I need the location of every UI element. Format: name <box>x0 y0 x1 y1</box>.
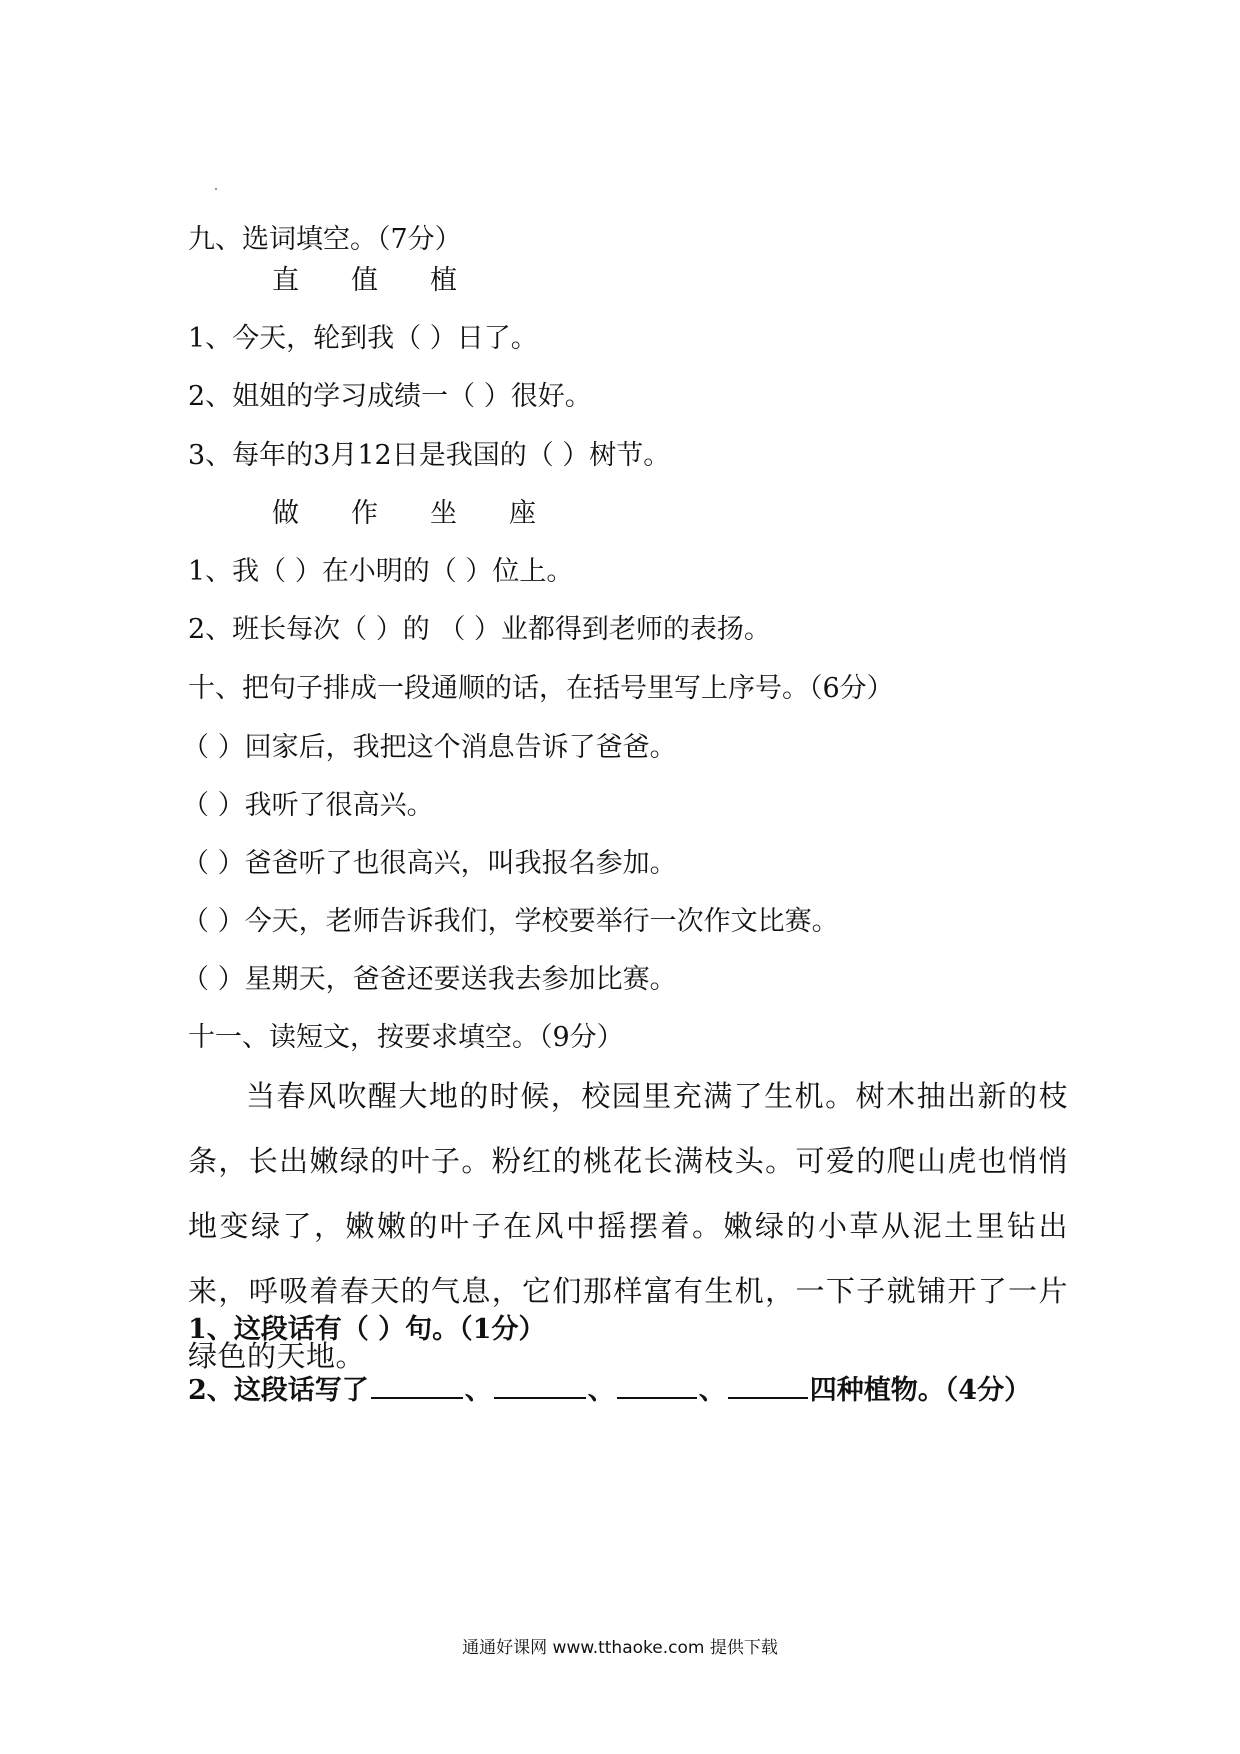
question-9-2-1: 1、我（ ）在小明的（ ）位上。 <box>188 556 574 587</box>
order-item-4: （ ）今天，老师告诉我们，学校要举行一次作文比赛。 <box>182 906 839 937</box>
word-bank-2-item: 做 <box>272 498 299 529</box>
answer-blank[interactable] <box>617 1369 697 1399</box>
footer-watermark: 通通好课网 www.tthaoke.com 提供下载 <box>462 1638 778 1658</box>
section-10-title: 十、把句子排成一段通顺的话，在括号里写上序号。（6分） <box>188 673 894 704</box>
answer-blank[interactable] <box>728 1369 808 1399</box>
word-bank-2-item: 作 <box>351 498 378 529</box>
question-9-2-2: 2、班长每次（ ）的 （ ）业都得到老师的表扬。 <box>188 614 771 645</box>
question-9-1-1: 1、今天，轮到我（ ）日了。 <box>188 323 538 354</box>
question-9-1-2: 2、姐姐的学习成绩一（ ）很好。 <box>188 381 592 412</box>
separator: 、 <box>464 1375 492 1406</box>
word-bank-1-item: 植 <box>430 265 457 296</box>
answer-blank[interactable] <box>494 1369 586 1399</box>
word-bank-2-item: 座 <box>509 498 536 529</box>
reading-passage: 当春风吹醒大地的时候，校园里充满了生机。树木抽出新的枝条，长出嫩绿的叶子。粉红的桃花长满枝头。可爱的爬山虎也悄悄地变绿了，嫩嫩的叶子在风中摇摆着。嫩绿的小草从泥土里钻出来，呼吸着春天的气息，它们那样富有生机，一下子就铺开了一片绿色的天地。 <box>188 1079 1068 1373</box>
question-9-1-3: 3、每年的3月12日是我国的（ ）树节。 <box>188 440 671 471</box>
question-2-suffix: 四种植物。（4分） <box>809 1375 1032 1406</box>
answer-blank[interactable] <box>371 1369 463 1399</box>
separator: 、 <box>698 1375 726 1406</box>
order-item-1: （ ）回家后，我把这个消息告诉了爸爸。 <box>182 732 677 763</box>
order-item-2: （ ）我听了很高兴。 <box>182 790 434 821</box>
reading-question-1: 1、这段话有（ ）句。（1分） <box>188 1314 546 1345</box>
order-item-5: （ ）星期天，爸爸还要送我去参加比赛。 <box>182 964 677 995</box>
reading-question-2 <box>188 1369 1031 1410</box>
separator: 、 <box>587 1375 615 1406</box>
word-bank-2 <box>272 495 588 533</box>
word-bank-2-item: 坐 <box>430 498 457 529</box>
section-9-title: 九、选词填空。（7分） <box>188 224 462 255</box>
question-2-prefix: 2、这段话写了 <box>188 1375 369 1406</box>
section-11-title: 十一、读短文，按要求填空。（9分） <box>188 1022 624 1053</box>
word-bank-1-item: 值 <box>351 265 378 296</box>
word-bank-1-item: 直 <box>272 265 299 296</box>
word-bank-1 <box>272 262 509 300</box>
order-item-3: （ ）爸爸听了也很高兴，叫我报名参加。 <box>182 848 677 879</box>
scan-speck <box>215 188 217 190</box>
